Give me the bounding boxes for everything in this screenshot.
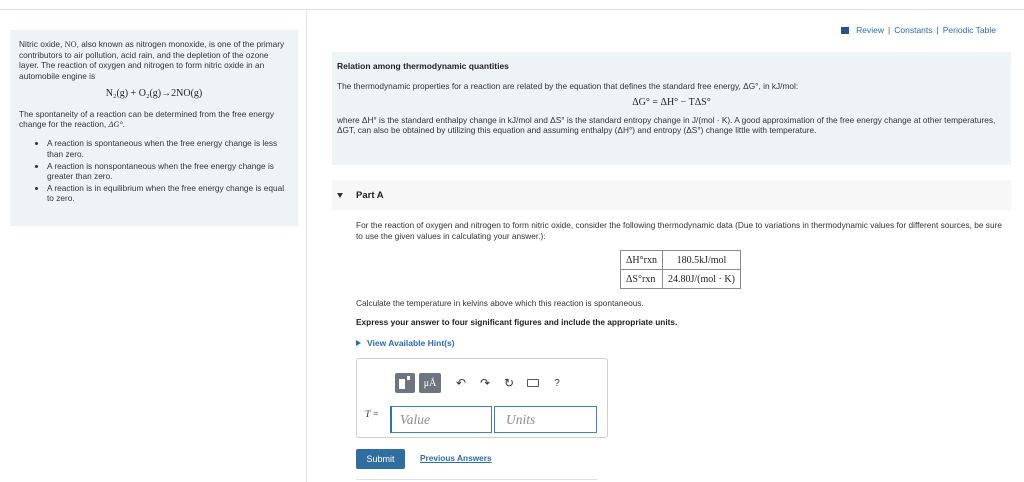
- intro-paragraph-2: The spontaneity of a reaction can be determined from the free energy change for the reaction, ΔG°.: [19, 109, 275, 130]
- list-item: • A reaction is in equilibrium when the free energy change is equal to zero.: [47, 183, 289, 203]
- table-cell-label: ΔH°rxn: [621, 251, 663, 270]
- redo-icon[interactable]: ↷: [479, 376, 491, 390]
- column-divider: [306, 10, 307, 482]
- undo-icon[interactable]: ↶: [455, 376, 467, 390]
- spontaneity-list: [19, 138, 289, 203]
- view-hints-link[interactable]: [356, 338, 455, 348]
- list-item: • A reaction is spontaneous when the free energy change is less than zero.: [47, 138, 289, 158]
- keyboard-icon: [527, 379, 539, 387]
- thermo-data-table: [620, 250, 741, 289]
- table-cell-label: ΔS°rxn: [621, 270, 663, 289]
- part-a-prompt: [356, 220, 1011, 241]
- units-input[interactable]: [494, 406, 597, 433]
- link-separator: |: [888, 25, 891, 35]
- link-separator: |: [936, 25, 939, 35]
- temperature-label: T =: [365, 410, 379, 420]
- expand-triangle-icon: [356, 340, 361, 346]
- intro-paragraph-1: Nitric oxide, NO, also known as nitrogen monoxide, is one of the primary contributors to air pollution, acid rain, and the depletion of the ozone layer. The reaction of oxygen and nitrogen to form nitric oxide in an automobile engine is: [19, 39, 285, 81]
- review-link[interactable]: Review: [856, 25, 885, 35]
- table-cell-value: 180.5kJ/mol: [662, 251, 740, 270]
- help-icon[interactable]: ?: [554, 377, 560, 389]
- template-superscript-icon: [407, 376, 410, 380]
- table-cell-value: 24.80J/(mol · K): [662, 270, 740, 289]
- list-item: • A reaction is nonspontaneous when the free energy change is greater than zero.: [47, 161, 289, 181]
- relation-panel: [332, 52, 1011, 165]
- relation-title: Relation among thermodynamic quantities: [337, 61, 509, 71]
- review-icon: [841, 27, 849, 34]
- question-text: Calculate the temperature in kelvins above which this reaction is spontaneous.: [356, 298, 644, 308]
- instruction-text: Express your answer to four significant figures and include the appropriate units.: [356, 317, 678, 327]
- units-symbols-button[interactable]: μÅ: [419, 373, 441, 393]
- reset-icon[interactable]: ↻: [503, 376, 515, 390]
- hint-label: View Available Hint(s): [367, 338, 455, 348]
- bottom-rule: [356, 479, 598, 480]
- top-rule: [0, 9, 1024, 10]
- table-row: [621, 251, 741, 270]
- constants-link[interactable]: Constants: [894, 25, 933, 35]
- submit-button[interactable]: Submit: [356, 449, 405, 469]
- intro-panel: [10, 30, 298, 226]
- table-row: [621, 270, 741, 289]
- math-toolbar: [395, 373, 569, 393]
- template-icon: [399, 379, 405, 389]
- templates-button[interactable]: [395, 373, 415, 393]
- collapse-triangle-icon[interactable]: [337, 193, 343, 198]
- relation-line-2: where ΔH° is the standard enthalpy change in kJ/mol and ΔS° is the standard entropy change in J/(mol · K). A good approximation of the free energy change at other temperatures, ΔGT, can also be obtained by utilizing this equation and assuming enthalpy (ΔH°) and entropy (ΔS°) change little with temperature.: [337, 114, 996, 135]
- part-a-header[interactable]: [332, 180, 1011, 210]
- top-links: [841, 25, 996, 35]
- previous-answers-link[interactable]: Previous Answers: [420, 453, 492, 463]
- periodic-table-link[interactable]: Periodic Table: [942, 25, 996, 35]
- free-energy-equation: ΔG° = ΔH° − TΔS°: [632, 97, 711, 108]
- keyboard-button[interactable]: [521, 373, 545, 393]
- value-input[interactable]: [390, 406, 492, 433]
- reaction-equation: N₂(g) + O₂(g)→2NO(g): [105, 87, 203, 99]
- relation-line-1: The thermodynamic properties for a reaction are related by the equation that defines the standard free energy, ΔG°, in kJ/mol:: [337, 80, 799, 91]
- part-a-label: Part A: [356, 189, 384, 201]
- answer-box: [356, 358, 608, 438]
- prompt-text: For the reaction of oxygen and nitrogen to form nitric oxide, consider the following thermodynamic data (Due to variations in thermodynamic values for different sources, be sure to use the given values in calculating your answer.):: [356, 220, 1002, 241]
